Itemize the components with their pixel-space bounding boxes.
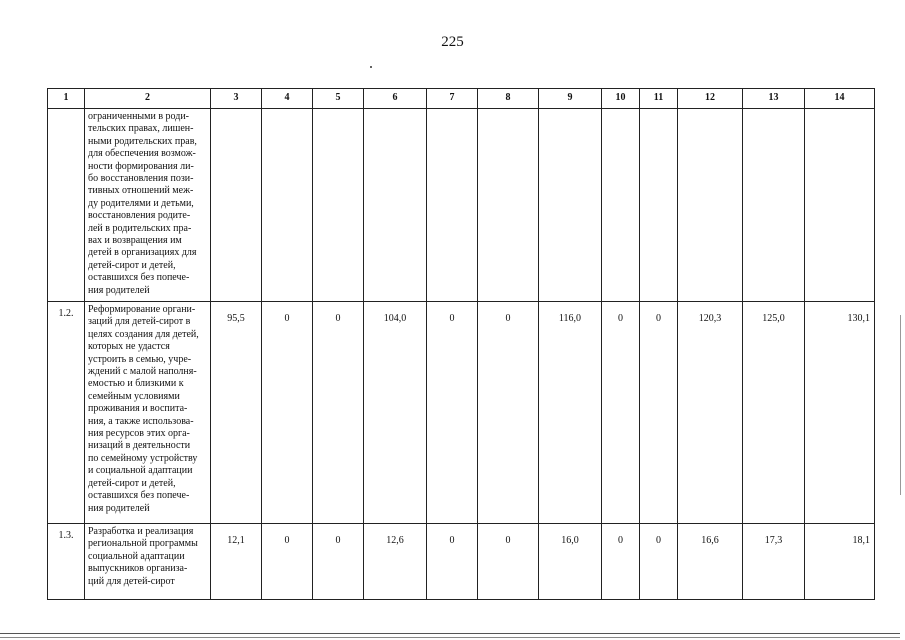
- description-line: которых не удастся: [88, 341, 170, 353]
- description-line: Реформирование органи-: [88, 304, 196, 315]
- description-line: и социальной адаптации: [88, 465, 193, 477]
- column-header-8: 8: [478, 89, 539, 109]
- description-line: оставшихся без попече-: [88, 272, 190, 284]
- description-line: выпускников организа-: [88, 563, 188, 575]
- value-cell-col-5: [313, 109, 364, 302]
- description-line: устроить в семью, учре-: [88, 353, 192, 365]
- value-cell-col-7: [427, 109, 478, 302]
- table-row: [48, 524, 875, 600]
- table-row: [48, 302, 875, 524]
- value-cell-col-11: 0: [640, 302, 678, 524]
- description-line: ными родительских прав,: [88, 135, 197, 147]
- description-line: ния родителей: [88, 502, 150, 514]
- description-line: вах и возвращения им: [88, 235, 182, 247]
- column-header-1: 1: [48, 89, 85, 109]
- header-row: [48, 89, 875, 109]
- value-cell-col-9: 116,0: [539, 302, 602, 524]
- description-line: ния, а также использова-: [88, 415, 194, 427]
- scan-speck: [370, 66, 372, 68]
- column-header-12: 12: [678, 89, 743, 109]
- value-cell-col-6: [364, 109, 427, 302]
- value-cell-col-4: 0: [262, 524, 313, 600]
- value-cell-col-14: 130,1: [805, 302, 875, 524]
- column-header-14: 14: [805, 89, 875, 109]
- scan-bottom-rule-2: [0, 637, 900, 638]
- value-cell-col-7: 0: [427, 524, 478, 600]
- description-line: ций для детей-сирот: [88, 575, 175, 587]
- value-cell-col-14: [805, 109, 875, 302]
- value-cell-col-10: 0: [602, 524, 640, 600]
- column-header-6: 6: [364, 89, 427, 109]
- row-number: 1.3.: [48, 524, 85, 600]
- description-line: Разработка и реализация: [88, 526, 194, 537]
- value-cell-col-8: 0: [478, 524, 539, 600]
- column-header-4: 4: [262, 89, 313, 109]
- value-cell-col-9: 16,0: [539, 524, 602, 600]
- description-line: ограниченными в роди-: [88, 111, 190, 122]
- description-line: ния родителей: [88, 284, 150, 296]
- description-line: детей-сирот и детей,: [88, 477, 176, 489]
- scan-edge-mark: [900, 315, 901, 495]
- description-line: региональной программы: [88, 538, 198, 550]
- row-description: [85, 524, 211, 600]
- value-cell-col-3: 95,5: [211, 302, 262, 524]
- value-cell-col-10: [602, 109, 640, 302]
- description-line: тельских правах, лишен-: [88, 123, 194, 135]
- row-number: [48, 109, 85, 302]
- value-cell-col-3: 12,1: [211, 524, 262, 600]
- row-number: 1.2.: [48, 302, 85, 524]
- column-header-11: 11: [640, 89, 678, 109]
- description-line: ности формирования ли-: [88, 160, 194, 172]
- description-line: по семейному устройству: [88, 452, 198, 464]
- description-line: низаций в деятельности: [88, 440, 191, 452]
- description-line: целях создания для детей,: [88, 328, 199, 340]
- description-line: заций для детей-сирот в: [88, 316, 191, 328]
- column-header-9: 9: [539, 89, 602, 109]
- value-cell-col-9: [539, 109, 602, 302]
- description-line: оставшихся без попече-: [88, 490, 190, 502]
- description-line: для обеспечения возмож-: [88, 148, 196, 160]
- scan-bottom-rule: [0, 633, 900, 634]
- value-cell-col-8: [478, 109, 539, 302]
- description-line: ду родителями и детьми,: [88, 197, 194, 209]
- description-line: емостью и близкими к: [88, 378, 184, 390]
- value-cell-col-5: 0: [313, 524, 364, 600]
- column-header-3: 3: [211, 89, 262, 109]
- row-description: [85, 109, 211, 302]
- value-cell-col-5: 0: [313, 302, 364, 524]
- description-line: ждений с малой наполня-: [88, 366, 197, 378]
- table-row: [48, 109, 875, 302]
- budget-table: [47, 88, 875, 600]
- column-header-10: 10: [602, 89, 640, 109]
- value-cell-col-11: [640, 109, 678, 302]
- value-cell-col-6: 12,6: [364, 524, 427, 600]
- description-line: семейным условиями: [88, 390, 180, 402]
- description-line: ния ресурсов этих орга-: [88, 428, 190, 440]
- column-header-7: 7: [427, 89, 478, 109]
- value-cell-col-4: [262, 109, 313, 302]
- description-line: социальной адаптации: [88, 550, 185, 562]
- description-line: детей в организациях для: [88, 247, 197, 259]
- description-line: проживания и воспита-: [88, 403, 188, 415]
- value-cell-col-12: 120,3: [678, 302, 743, 524]
- column-header-13: 13: [743, 89, 805, 109]
- column-header-5: 5: [313, 89, 364, 109]
- value-cell-col-13: 17,3: [743, 524, 805, 600]
- value-cell-col-12: 16,6: [678, 524, 743, 600]
- value-cell-col-14: 18,1: [805, 524, 875, 600]
- value-cell-col-13: 125,0: [743, 302, 805, 524]
- description-line: бо восстановления пози-: [88, 173, 194, 185]
- value-cell-col-13: [743, 109, 805, 302]
- value-cell-col-4: 0: [262, 302, 313, 524]
- value-cell-col-12: [678, 109, 743, 302]
- description-line: тивных отношений меж-: [88, 185, 194, 197]
- page-number: 225: [441, 34, 464, 50]
- value-cell-col-11: 0: [640, 524, 678, 600]
- row-description: [85, 302, 211, 524]
- value-cell-col-7: 0: [427, 302, 478, 524]
- description-line: лей в родительских пра-: [88, 222, 192, 234]
- value-cell-col-6: 104,0: [364, 302, 427, 524]
- value-cell-col-3: [211, 109, 262, 302]
- description-line: восстановления родите-: [88, 210, 191, 222]
- value-cell-col-10: 0: [602, 302, 640, 524]
- column-header-2: 2: [85, 89, 211, 109]
- description-line: детей-сирот и детей,: [88, 259, 176, 271]
- value-cell-col-8: 0: [478, 302, 539, 524]
